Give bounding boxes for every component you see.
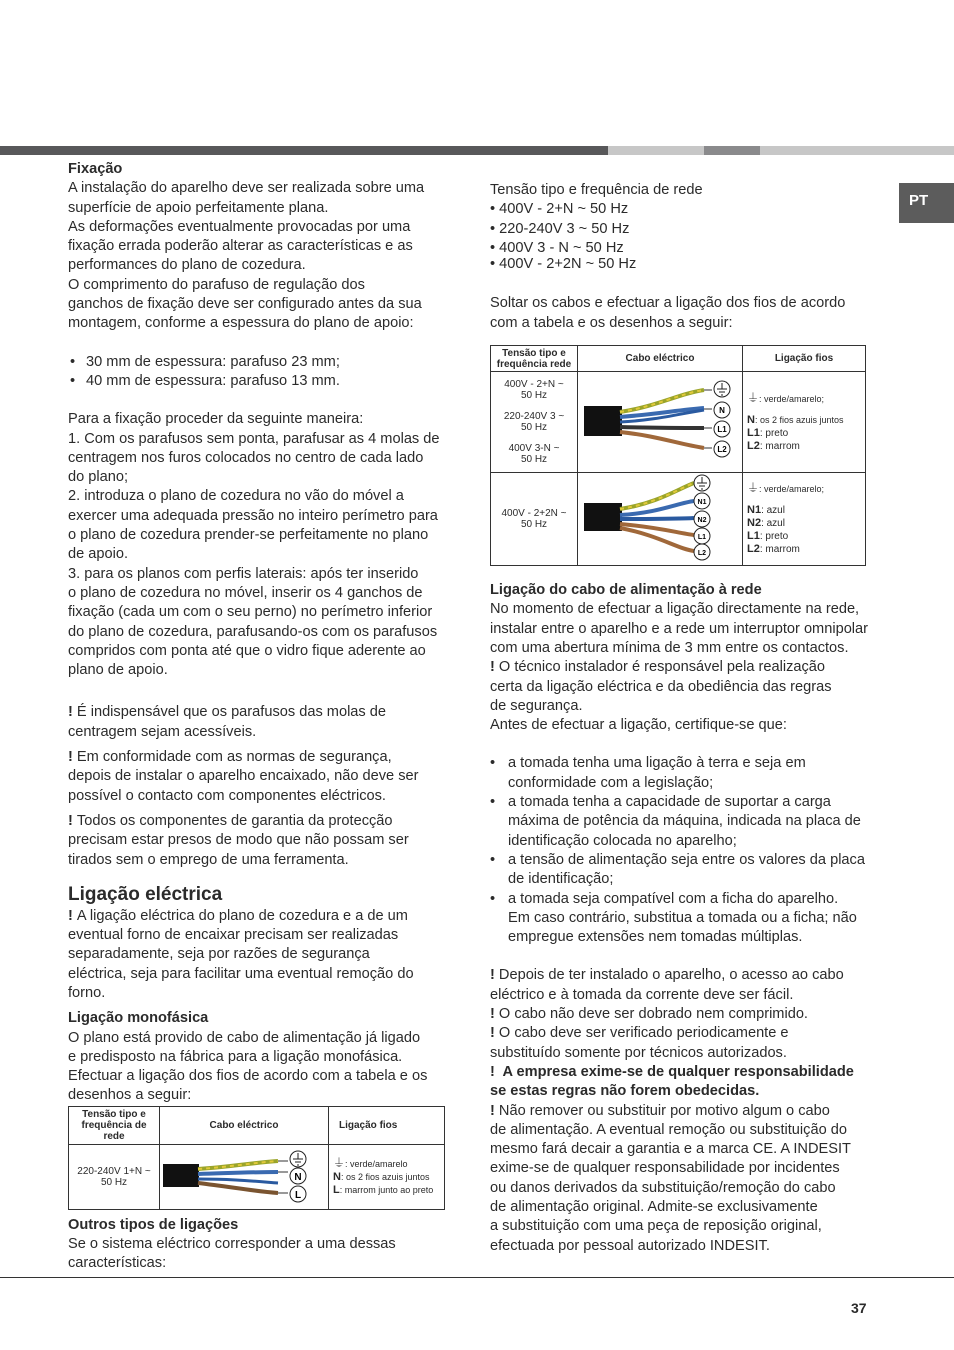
outros-heading: Outros tipos de ligações: [68, 1216, 239, 1233]
footer-rule: [0, 1277, 954, 1278]
table-cell-wiring: ⏚: verde/amarelo; N: os 2 fios azuis juntos L1: preto L2: marrom: [743, 372, 866, 473]
header-bar-light-right: [760, 146, 954, 155]
warning-paragraph: ! O cabo deve ser verificado periodicamente e substituído somente por técnicos autorizados.: [490, 1025, 789, 1061]
table-header: Tensão tipo e frequência rede: [491, 346, 578, 372]
mono-heading: Ligação monofásica: [68, 1010, 209, 1027]
table-header: Cabo eléctrico: [578, 346, 743, 372]
earth-icon: ⏚: [747, 481, 760, 496]
list-item: • a tomada seja compatível com a ficha do aparelho. Em caso contrário, substitua a tomada ou a ficha; não empregue extensões nem tomadas múltiplas.: [490, 890, 874, 948]
wire-l2: [620, 432, 704, 448]
cabo-heading: Ligação do cabo de alimentação à rede: [490, 582, 762, 599]
table-cell-wiring: ⏚: verde/amarelo; N1: azul N2: azul L1: preto L2: marrom: [743, 473, 866, 566]
cable-diagram-svg: [578, 473, 734, 561]
list-item: • a tensão de alimentação seja entre os valores da placa de identificação;: [490, 851, 874, 890]
multi-connection-table: [490, 345, 866, 566]
list-item: • 30 mm de espessura: parafuso 23 mm;: [68, 353, 448, 372]
list-item: • a tomada tenha uma ligação à terra e seja em conformidade com a legislação;: [490, 754, 874, 793]
svg-text:N: N: [719, 406, 725, 416]
header-bar-light: [608, 146, 704, 155]
svg-text:L: L: [294, 1189, 302, 1201]
warning-paragraph: ! É indispensável que os parafusos das molas de centragem sejam acessíveis.: [68, 704, 387, 740]
left-column: [68, 160, 448, 1274]
tensao-list: Tensão tipo e frequência de rede • 400V - 2+N ~ 50 Hz • 220-240V 3 ~ 50 Hz • 400V 3 - N ~ 50 Hz • 400V - 2+2N ~ 50 Hz: [490, 182, 703, 273]
antes-text: Antes de efectuar a ligação, certifique-se que:: [490, 717, 787, 734]
cable-diagram: [578, 473, 743, 566]
page-number: 37: [851, 1300, 867, 1316]
warning-paragraph: ! Depois de ter instalado o aparelho, o acesso ao cabo eléctrico e à tomada da corrente deve ser fácil.: [490, 967, 844, 1003]
warning-paragraph: ! Em conformidade com as normas de segurança, depois de instalar o aparelho encaixado, não deve ser possível o contacto com componentes eléctricos.: [68, 749, 419, 804]
table-header: Ligação fios: [329, 1106, 445, 1144]
table-header: Cabo eléctrico: [160, 1106, 329, 1144]
svg-text:L2: L2: [717, 445, 727, 455]
warning-paragraph: ! A empresa exime-se de qualquer responsabilidade se estas regras não forem obedecidas.: [490, 1063, 854, 1100]
header-bar-mid: [704, 146, 760, 155]
cable-diagram-svg: [160, 1145, 318, 1205]
mono-connection-table: [68, 1106, 445, 1210]
table-header: Tensão tipo e frequência de rede: [69, 1106, 160, 1144]
list-item: • a tomada tenha a capacidade de suportar a carga máxima de potência da máquina, indicada na placa de identificação colocada no aparelho;: [490, 793, 874, 851]
svg-text:L1: L1: [697, 534, 707, 542]
cable-diagram: [578, 372, 743, 473]
list-item: • 40 mm de espessura: parafuso 13 mm.: [68, 372, 448, 391]
wire-n2: [620, 518, 694, 519]
cabo-text: No momento de efectuar a ligação directamente na rede, instalar entre o aparelho e a rede um interruptor omnipolar com uma abertura mínima de 3 mm entre os contactos.: [490, 601, 869, 656]
warning-paragraph: ! Não remover ou substituir por motivo algum o cabo de alimentação. A eventual remoção ou substituição do mesmo fará decair a garantia e a marca CE. A INDESIT exime-se de qualquer responsabilidade por incidentes ou danos derivados da substituição/remoção do cabo de alimentação original. Admite-se exclusivamente a substituição com uma peça de reposição original, efectuada por pessoal autorizado INDESIT.: [490, 1102, 851, 1254]
svg-text:N1: N1: [697, 499, 707, 507]
table-cell-voltage: 220-240V 1+N ~ 50 Hz: [69, 1144, 160, 1209]
outros-text: Se o sistema eléctrico corresponder a uma dessas características:: [68, 1236, 396, 1272]
warning-paragraph: ! Todos os componentes de garantia da protecção precisam estar presos de modo que não possam ser tirados sem o emprego de uma ferramenta.: [68, 812, 409, 868]
cable-sheath: [584, 406, 622, 436]
svg-text:L1: L1: [717, 425, 727, 435]
table-header: Ligação fios: [743, 346, 866, 372]
table-cell-voltage: 400V - 2+N ~ 50 Hz 220-240V 3 ~ 50 Hz 400V 3-N ~ 50 Hz: [491, 372, 578, 473]
wire-neutral: [198, 1172, 278, 1174]
warning-paragraph: ! O técnico instalador é responsável pela realização certa da ligação eléctrica e da obediência das regras de segurança.: [490, 659, 832, 714]
wire-live: [198, 1183, 278, 1193]
earth-icon: ⏚: [747, 390, 760, 405]
language-tab: PT: [899, 183, 954, 223]
warning-paragraph: ! A ligação eléctrica do plano de cozedura e a de um eventual forno de encaixar precisam ser realizadas separadamente, seja por razões de segurança eléctrica, seja para facilitar uma eventual remoção do forno.: [68, 907, 414, 1001]
table-cell-wiring: ⏚: verde/amarelo N: os 2 fios azuis juntos L: marrom junto ao preto: [329, 1144, 445, 1209]
ligacao-heading: Ligação eléctrica: [68, 883, 223, 905]
fixacao-text: A instalação do aparelho deve ser realizada sobre uma superfície de apoio perfeitamente plana. As deformações eventualmente provocadas por uma fixação errada poderão alterar as características e as performances do plano de cozedura. O comprimento do parafuso de regulação dos ganchos de fixação deve ser configurado antes da sua montagem, conforme a espessura do plano de apoio:: [68, 180, 425, 332]
table-cell-voltage: 400V - 2+2N ~ 50 Hz: [491, 473, 578, 566]
mono-text: O plano está provido de cabo de alimentação já ligado e predisposto na fábrica para a ligação monofásica. Efectuar a ligação dos fios de acordo com a tabela e os desenhos a seguir:: [68, 1029, 428, 1104]
cable-diagram-svg: [578, 372, 734, 468]
warning-paragraph: ! O cabo não deve ser dobrado nem comprimido.: [490, 1006, 808, 1023]
wire-l1: [620, 427, 704, 428]
cable-diagram: [160, 1144, 329, 1209]
right-column: [490, 181, 874, 1256]
cable-sheath: [163, 1164, 199, 1187]
fixacao-heading: Fixação: [68, 161, 123, 177]
svg-text:L2: L2: [697, 550, 707, 558]
cable-sheath: [584, 503, 622, 531]
header-bar-dark: [0, 146, 608, 155]
earth-icon: ⏚: [333, 1155, 346, 1170]
svg-text:N: N: [294, 1171, 302, 1183]
fixacao-steps: Para a fixação proceder da seguinte maneira: 1. Com os parafusos sem ponta, parafusar as 4 molas de centragem nos furos colocados no centro de cada lado do plano; 2. introduza o plano de cozedura no vão do móvel a exercer uma adequada pressão no inteiro perímetro para o plano de cozedura prender-se perfeitamente no plano de apoio. 3. para os planos com perfis laterais: após ter inserido o plano de cozedura no móvel, inserir os 4 ganchos de fixação (cada um com o seu perno) no perímetro inferior do plano de cozedura, parafusando-os com os parafusos compridos com ponta até que o vidro fique aderente ao plano de apoio.: [68, 411, 440, 679]
svg-text:N2: N2: [697, 517, 707, 525]
header-bar: [0, 146, 954, 155]
soltar-text: Soltar os cabos e efectuar a ligação dos fios de acordo com a tabela e os desenhos a seguir:: [490, 295, 846, 331]
